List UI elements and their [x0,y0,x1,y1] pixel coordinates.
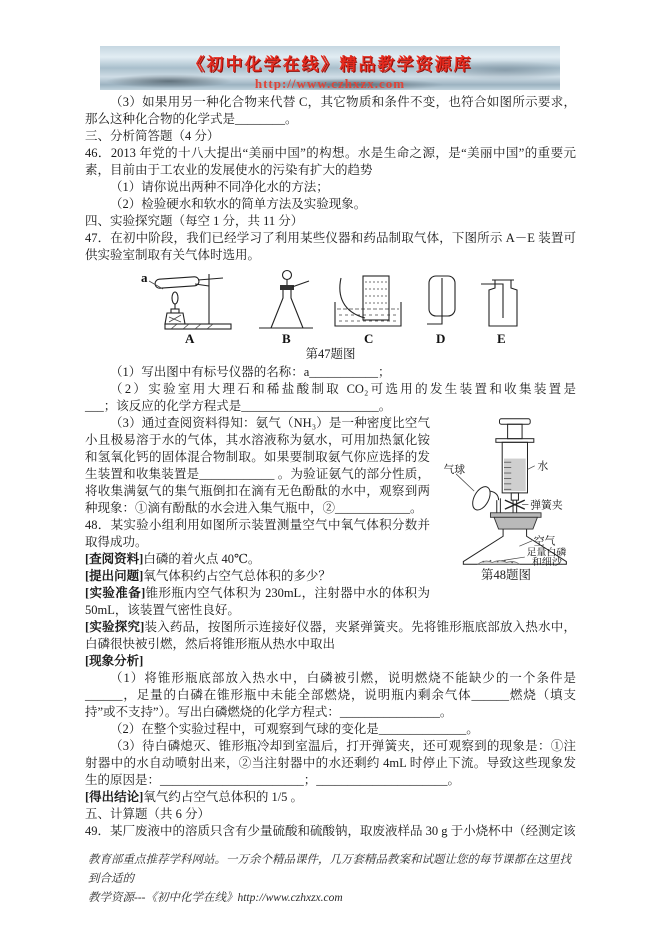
air-label: 空气 [533,535,556,548]
syringe-shapes [496,419,534,513]
section-5-heading: 五、计算题（共 6 分） [85,807,211,821]
instrument-a-pointer-label: a [140,270,147,285]
document-body [85,94,576,840]
q46-stem: 46．2013 年党的十八大提出“美丽中国”的构想。水是生命之源，是“美丽中国”的重要元素，目前由于工农业的发展使水的污染有扩大的趋势 [85,146,576,177]
q48-sub3: （3）待白磷熄灭、锥形瓶冷却到室温后，打开弹簧夹，还可观察到的现象是：①注射器中的水自动喷射出来，②当注射器中的水还剩约 4mL 时停止下流。导致这些现象发生的原因是：_______________________；_____________________。 [85,739,576,787]
apparatus-a-letter: A [184,331,194,346]
trough-bottle-shapes [335,276,401,326]
q48-preparation [85,585,576,619]
q48-exploration [85,619,576,653]
site-banner [100,46,560,90]
figure-47-caption: 第47题图 [305,347,356,361]
phosphorus-label-line2: 和细沙 [532,557,562,567]
text-reference: 白磷的着火点 40℃。 [143,552,261,566]
q46-sub2: （2）检验硬水和软水的简单方法及实验现象。 [110,197,367,211]
apparatus-d-letter: D [435,331,445,346]
footer-line1: 教育部重点推荐学科网站。一万余个精品课件，几万套精品教案和试题让您的每节课都在这里找到合适的 [88,854,571,885]
section-4-heading: 四、实验探究题（每空 1 分，共 11 分） [85,214,304,228]
q48-conclusion [85,789,576,806]
tag-conclusion: [得出结论] [85,790,144,804]
tag-phenomena: [现象分析] [85,654,144,668]
figure-48 [436,417,576,584]
stand-and-lamp-shapes [154,274,230,329]
label-a-leader-line [149,281,163,289]
balloon-shapes [469,484,500,513]
spring-clamp-shape [505,500,525,509]
q45-part3: （3）如果用另一种化合物来代替 C，其它物质和条件不变，也符合如图所示要求，那么这种化合物的化学式是________。 [85,95,576,126]
oxygen-measurement-apparatus-diagram [436,417,572,567]
figure-47 [85,264,576,364]
apparatus-e-gas-bottle-diagram [479,268,525,346]
tag-preparation: [实验准备] [85,586,146,600]
spring-clamp-label: 弹簧夹 [530,499,563,512]
q48-sub1: （1）将锥形瓶底部放入热水中，白磷被引燃，说明燃烧不能缺少的一个条件是______，足量的白磷在锥形瓶中未能全部燃烧，说明瓶内剩余气体______燃烧（填支持”或不支持”）。写出白磷燃烧的化学方程式：________________。 [85,671,576,719]
figure-48-caption: 第48题图 [480,568,531,582]
figure-47-apparatus-row [85,268,576,346]
jar-tube-shapes [427,276,455,324]
apparatus-a-heating-setup-diagram [137,268,241,346]
phosphorus-label-line1: 足量白磷 [526,547,567,559]
q46-sub1: （1）请你说出两种不同净化水的方法； [110,180,329,194]
tag-question: [提出问题] [85,569,144,583]
footer-line2: 教学资源---《初中化学在线》http://www.czhxzx.com [88,892,343,904]
apparatus-d-downward-collection-diagram [421,268,463,346]
q48-sub2: （2）在整个实验过程中，可观察到气球的变化是______________。 [110,722,479,736]
q47-sub1: （1）写出图中有标号仪器的名称：a___________； [110,365,391,379]
balloon-label: 气球 [443,464,466,477]
q48-phenomena-heading [85,653,576,670]
apparatus-c-letter: C [363,331,373,346]
q49-stem: 49．某厂废液中的溶质只含有少量硫酸和硫酸钠，取废液样品 30 g 于小烧杯中（经测定该 [85,824,576,838]
q47-sub2-line1: （2）实验室用大理石和稀盐酸制取 CO₂可选用的发生装置和收集装置是 [110,382,576,396]
q47-sub2-line2: ___；该反应的化学方程式是______________________。 [85,399,392,413]
q47-sub3: （3）通过查阅资料得知：氨气（NH₃）是一种密度比空气小且极易溶于水的气体，其水溶液称为氨水，可用加热氯化铵和氢氧化钙的固体混合物制取。如果要制取氨气你应选择的发生装置和收集装置是____________ 。为验证氨气的部分性质，将收集满氨气的集气瓶倒扣在滴有无色酚酞的水中，观察到两种现象：①滴有酚酞的水会进入集气瓶中，②____________。 [85,416,430,515]
bottle-tube-shapes [481,280,517,326]
site-footer [88,851,578,908]
banner-title: 《初中化学在线》精品教学资源库 [187,55,473,74]
text-question: 氧气体积约占空气总体积的多少？ [143,569,331,583]
water-label: 水 [537,460,549,473]
tag-exploration: [实验探究] [85,620,145,634]
apparatus-e-letter: E [496,331,506,346]
q48-stem: 48．某实验小组利用如图所示装置测量空气中氧气体积分数并取得成功。 [85,518,430,549]
apparatus-b-letter: B [281,331,291,346]
text-conclusion: 氧气约占空气总体积的 1/5 。 [143,790,304,804]
apparatus-b-flask-generator-diagram [257,268,315,346]
text-exploration: 装入药品，按图所示连接好仪器，夹紧弹簧夹。先将锥形瓶底部放入热水中，白磷很快被引燃，然后将锥形瓶从热水中取出 [85,620,576,651]
flask-funnel-shapes [259,271,313,329]
apparatus-c-water-collection-diagram [331,268,405,346]
tag-reference: [查阅资料] [85,552,144,566]
section-3-heading: 三、分析简答题（4 分） [85,129,220,143]
banner-url: http://www.czhxzx.com [254,76,406,90]
text-preparation: 锥形瓶内空气体积为 230mL，注射器中水的体积为 50mL，该装置气密性良好。 [85,586,431,617]
q47-stem: 47．在初中阶段，我们已经学习了利用某些仪器和药品制取气体，下图所示 A－E 装置可供实验室制取有关气体时选用。 [85,231,576,262]
